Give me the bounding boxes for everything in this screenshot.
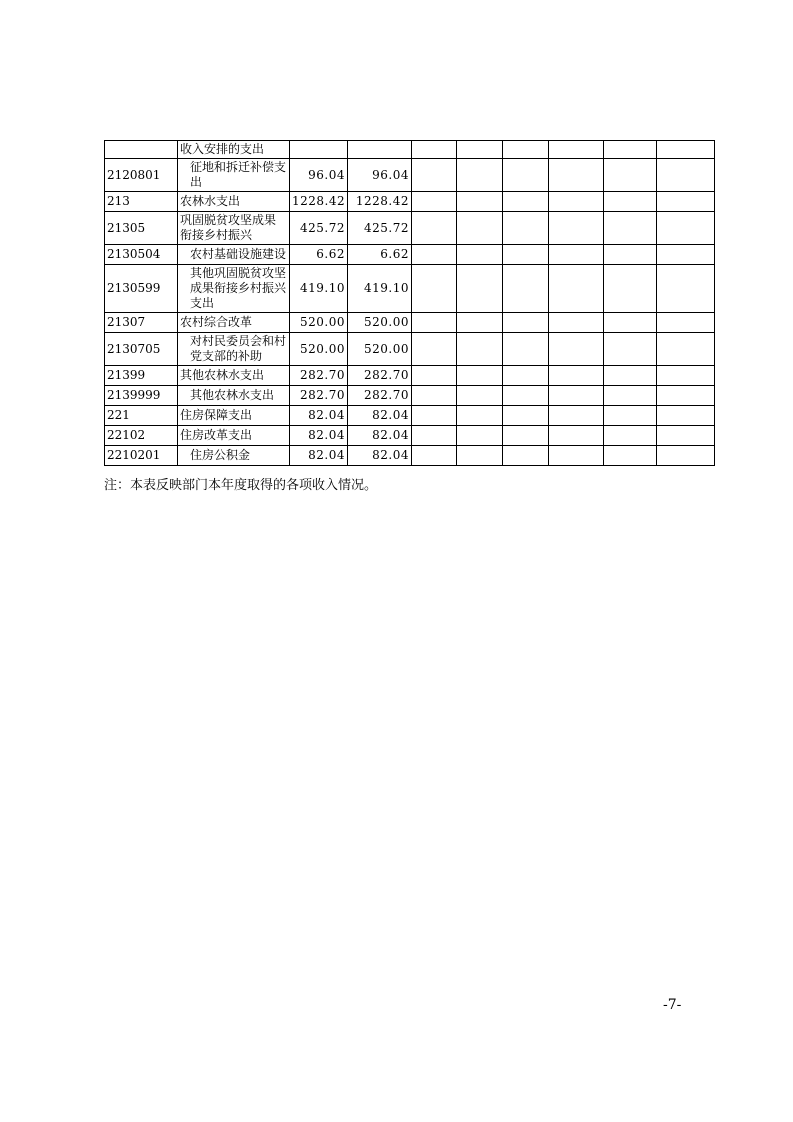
fiscal-allocation-cell: 419.10: [348, 265, 412, 313]
empty-cell: [549, 212, 604, 245]
empty-cell: [657, 265, 715, 313]
fiscal-allocation-cell: 282.70: [348, 386, 412, 406]
total-amount-cell: 282.70: [290, 386, 348, 406]
total-amount-cell: 520.00: [290, 313, 348, 333]
empty-cell: [604, 386, 657, 406]
table-row: [105, 426, 715, 446]
empty-cell: [457, 406, 503, 426]
empty-cell: [412, 212, 457, 245]
empty-cell: [457, 159, 503, 192]
empty-cell: [412, 386, 457, 406]
fiscal-allocation-cell: 82.04: [348, 406, 412, 426]
subject-code-cell: 2130504: [105, 245, 178, 265]
empty-cell: [503, 426, 549, 446]
empty-cell: [604, 192, 657, 212]
empty-cell: [412, 333, 457, 366]
empty-cell: [549, 245, 604, 265]
empty-cell: [604, 333, 657, 366]
empty-cell: [549, 141, 604, 159]
table-row: [105, 446, 715, 466]
fiscal-allocation-cell: 6.62: [348, 245, 412, 265]
empty-cell: [657, 141, 715, 159]
fiscal-allocation-cell: 520.00: [348, 333, 412, 366]
empty-cell: [503, 141, 549, 159]
empty-cell: [604, 313, 657, 333]
empty-cell: [457, 212, 503, 245]
empty-cell: [657, 313, 715, 333]
empty-cell: [549, 333, 604, 366]
total-amount-cell: 419.10: [290, 265, 348, 313]
subject-name-cell: 农村基础设施建设: [178, 245, 290, 265]
empty-cell: [657, 212, 715, 245]
fiscal-allocation-cell: 82.04: [348, 426, 412, 446]
total-amount-cell: 82.04: [290, 446, 348, 466]
subject-name-cell: 对村民委员会和村党支部的补助: [178, 333, 290, 366]
empty-cell: [457, 446, 503, 466]
empty-cell: [604, 245, 657, 265]
subject-code-cell: 2120801: [105, 159, 178, 192]
subject-code-cell: 22102: [105, 426, 178, 446]
empty-cell: [604, 141, 657, 159]
empty-cell: [549, 192, 604, 212]
subject-code-cell: [105, 141, 178, 159]
empty-cell: [503, 446, 549, 466]
table-row: [105, 333, 715, 366]
table-row: [105, 141, 715, 159]
subject-code-cell: 221: [105, 406, 178, 426]
subject-code-cell: 2130705: [105, 333, 178, 366]
empty-cell: [657, 245, 715, 265]
subject-code-cell: 21305: [105, 212, 178, 245]
empty-cell: [657, 159, 715, 192]
empty-cell: [549, 386, 604, 406]
empty-cell: [412, 406, 457, 426]
total-amount-cell: 6.62: [290, 245, 348, 265]
table-row: [105, 313, 715, 333]
empty-cell: [549, 366, 604, 386]
fiscal-allocation-cell: 96.04: [348, 159, 412, 192]
total-amount-cell: 425.72: [290, 212, 348, 245]
subject-name-cell: 征地和拆迁补偿支出: [178, 159, 290, 192]
fiscal-allocation-cell: 82.04: [348, 446, 412, 466]
subject-code-cell: 213: [105, 192, 178, 212]
empty-cell: [604, 426, 657, 446]
subject-name-cell: 住房公积金: [178, 446, 290, 466]
subject-name-cell: 农村综合改革: [178, 313, 290, 333]
total-amount-cell: 82.04: [290, 406, 348, 426]
table-row: [105, 406, 715, 426]
subject-code-cell: 21399: [105, 366, 178, 386]
fiscal-allocation-cell: 282.70: [348, 366, 412, 386]
empty-cell: [657, 192, 715, 212]
empty-cell: [657, 426, 715, 446]
fiscal-allocation-cell: 520.00: [348, 313, 412, 333]
empty-cell: [549, 406, 604, 426]
fiscal-allocation-cell: 1228.42: [348, 192, 412, 212]
table-row: [105, 386, 715, 406]
empty-cell: [549, 446, 604, 466]
empty-cell: [412, 192, 457, 212]
fiscal-allocation-cell: [348, 141, 412, 159]
total-amount-cell: 1228.42: [290, 192, 348, 212]
empty-cell: [457, 386, 503, 406]
empty-cell: [604, 446, 657, 466]
subject-name-cell: 其他巩固脱贫攻坚成果衔接乡村振兴支出: [178, 265, 290, 313]
empty-cell: [503, 386, 549, 406]
empty-cell: [412, 426, 457, 446]
total-amount-cell: 96.04: [290, 159, 348, 192]
subject-name-cell: 农林水支出: [178, 192, 290, 212]
empty-cell: [503, 265, 549, 313]
empty-cell: [549, 265, 604, 313]
empty-cell: [503, 159, 549, 192]
subject-name-cell: 巩固脱贫攻坚成果衔接乡村振兴: [178, 212, 290, 245]
empty-cell: [412, 313, 457, 333]
empty-cell: [412, 141, 457, 159]
subject-name-cell: 其他农林水支出: [178, 366, 290, 386]
table-row: [105, 245, 715, 265]
empty-cell: [412, 245, 457, 265]
empty-cell: [412, 265, 457, 313]
empty-cell: [457, 313, 503, 333]
table-body: [105, 141, 715, 466]
empty-cell: [503, 406, 549, 426]
empty-cell: [604, 265, 657, 313]
empty-cell: [457, 366, 503, 386]
income-table: [104, 140, 715, 466]
empty-cell: [604, 159, 657, 192]
empty-cell: [503, 333, 549, 366]
table-note: 注：本表反映部门本年度取得的各项收入情况。: [104, 478, 378, 493]
subject-code-cell: 2210201: [105, 446, 178, 466]
table-row: [105, 265, 715, 313]
empty-cell: [412, 446, 457, 466]
empty-cell: [657, 446, 715, 466]
table-row: [105, 192, 715, 212]
empty-cell: [457, 426, 503, 446]
empty-cell: [503, 245, 549, 265]
total-amount-cell: [290, 141, 348, 159]
page-number: -7-: [663, 997, 682, 1013]
subject-name-cell: 住房保障支出: [178, 406, 290, 426]
table-row: [105, 212, 715, 245]
subject-code-cell: 2139999: [105, 386, 178, 406]
table-row: [105, 159, 715, 192]
empty-cell: [503, 212, 549, 245]
empty-cell: [503, 366, 549, 386]
empty-cell: [657, 406, 715, 426]
total-amount-cell: 520.00: [290, 333, 348, 366]
empty-cell: [549, 159, 604, 192]
subject-name-cell: 其他农林水支出: [178, 386, 290, 406]
empty-cell: [657, 366, 715, 386]
empty-cell: [503, 192, 549, 212]
empty-cell: [457, 333, 503, 366]
total-amount-cell: 82.04: [290, 426, 348, 446]
subject-name-cell: 住房改革支出: [178, 426, 290, 446]
empty-cell: [549, 313, 604, 333]
subject-code-cell: 21307: [105, 313, 178, 333]
empty-cell: [549, 426, 604, 446]
fiscal-allocation-cell: 425.72: [348, 212, 412, 245]
subject-name-cell: 收入安排的支出: [178, 141, 290, 159]
empty-cell: [412, 366, 457, 386]
empty-cell: [604, 366, 657, 386]
empty-cell: [457, 245, 503, 265]
empty-cell: [457, 141, 503, 159]
table-row: [105, 366, 715, 386]
empty-cell: [604, 212, 657, 245]
empty-cell: [412, 159, 457, 192]
empty-cell: [503, 313, 549, 333]
empty-cell: [657, 386, 715, 406]
empty-cell: [457, 265, 503, 313]
subject-code-cell: 2130599: [105, 265, 178, 313]
empty-cell: [604, 406, 657, 426]
empty-cell: [657, 333, 715, 366]
empty-cell: [457, 192, 503, 212]
total-amount-cell: 282.70: [290, 366, 348, 386]
